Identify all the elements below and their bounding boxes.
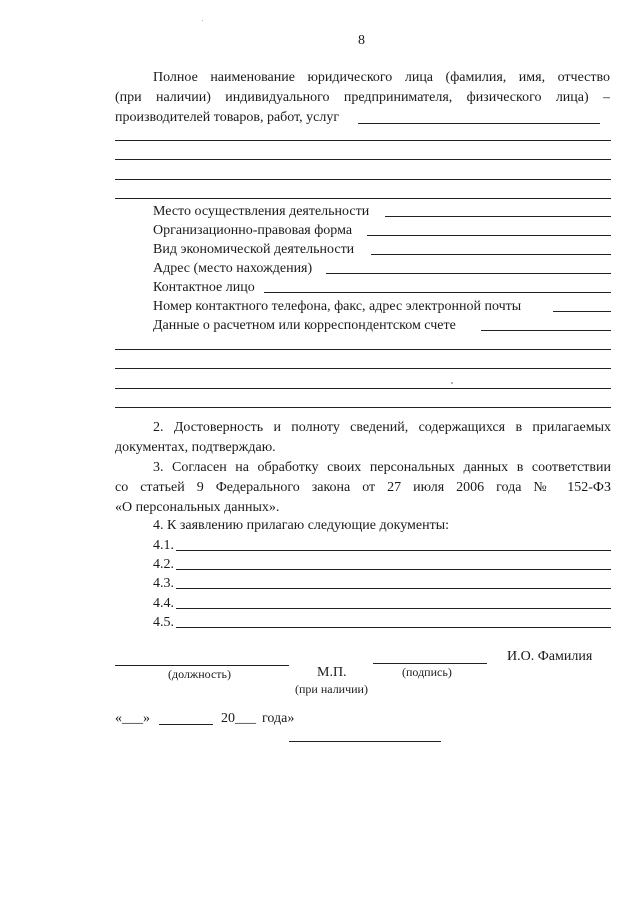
- para2-line-2: документах, подтверждаю.: [115, 440, 276, 455]
- position-blank[interactable]: [115, 665, 289, 666]
- field-label-legal-form: Организационно-правовая форма: [153, 223, 353, 238]
- signature-blank[interactable]: [373, 663, 487, 664]
- producer-name-blank-line[interactable]: [115, 179, 611, 180]
- document-item-label: 4.1.: [153, 538, 174, 553]
- document-item-blank[interactable]: [176, 608, 611, 609]
- scan-speck: [451, 382, 453, 384]
- para3-line-3: «О персональных данных».: [115, 500, 280, 515]
- producer-name-blank-line[interactable]: [115, 140, 611, 141]
- field-blank-bank-account[interactable]: [481, 330, 611, 331]
- producer-name-blank-line[interactable]: [115, 198, 611, 199]
- page-number: 8: [358, 33, 365, 48]
- field-label-place-of-activity: Место осуществления деятельности: [153, 204, 370, 219]
- document-item-blank[interactable]: [176, 569, 611, 570]
- document-item-label: 4.4.: [153, 596, 174, 611]
- field-label-bank-account: Данные о расчетном или корреспондентском счете: [153, 318, 456, 333]
- document-item-label: 4.2.: [153, 557, 174, 572]
- field-blank-legal-form[interactable]: [367, 235, 611, 236]
- field-label-contact-person: Контактное лицо: [153, 280, 255, 295]
- stamp-caption: (при наличии): [295, 682, 368, 696]
- para2-line-1: 2. Достоверность и полноту сведений, содержащихся в прилагаемых: [153, 420, 611, 435]
- field-blank-place-of-activity[interactable]: [385, 216, 611, 217]
- intro-line-1: Полное наименование юридического лица (фамилия, имя, отчество: [153, 70, 610, 85]
- producer-name-blank-line[interactable]: [115, 159, 611, 160]
- document-item-blank[interactable]: [176, 588, 611, 589]
- field-blank-economic-activity[interactable]: [371, 254, 611, 255]
- document-item-label: 4.3.: [153, 576, 174, 591]
- scan-speck: [202, 20, 203, 21]
- position-caption: (должность): [168, 667, 231, 681]
- field-label-address: Адрес (место нахождения): [153, 261, 313, 276]
- intro-line-2: (при наличии) индивидуального предпринимателя, физического лица) –: [115, 90, 610, 105]
- date-day: «___»: [115, 711, 150, 726]
- para3-line-2: со статьей 9 Федерального закона от 27 июля 2006 года № 152-ФЗ: [115, 480, 611, 495]
- account-blank-line[interactable]: [115, 349, 611, 350]
- intro-line-3: производителей товаров, работ, услуг: [115, 110, 340, 125]
- intro-line-3-blank[interactable]: [358, 123, 600, 124]
- account-blank-line[interactable]: [115, 368, 611, 369]
- signature-caption: (подпись): [402, 665, 452, 679]
- field-blank-contact-phone[interactable]: [553, 311, 611, 312]
- name-placeholder: И.О. Фамилия: [507, 649, 593, 664]
- date-month-blank[interactable]: [159, 724, 213, 725]
- field-label-contact-phone: Номер контактного телефона, факс, адрес электронной почты: [153, 299, 522, 314]
- field-label-economic-activity: Вид экономической деятельности: [153, 242, 355, 257]
- document-item-blank[interactable]: [176, 627, 611, 628]
- bottom-signature-blank[interactable]: [289, 741, 441, 742]
- document-item-blank[interactable]: [176, 550, 611, 551]
- document-item-label: 4.5.: [153, 615, 174, 630]
- para4-heading: 4. К заявлению прилагаю следующие документы:: [153, 518, 450, 533]
- date-suffix: года»: [262, 711, 295, 726]
- stamp-label: М.П.: [317, 665, 347, 680]
- account-blank-line[interactable]: [115, 388, 611, 389]
- date-year: 20___: [221, 711, 256, 726]
- account-blank-line[interactable]: [115, 407, 611, 408]
- field-blank-contact-person[interactable]: [264, 292, 611, 293]
- para3-line-1: 3. Согласен на обработку своих персональных данных в соответствии: [153, 460, 611, 475]
- field-blank-address[interactable]: [326, 273, 611, 274]
